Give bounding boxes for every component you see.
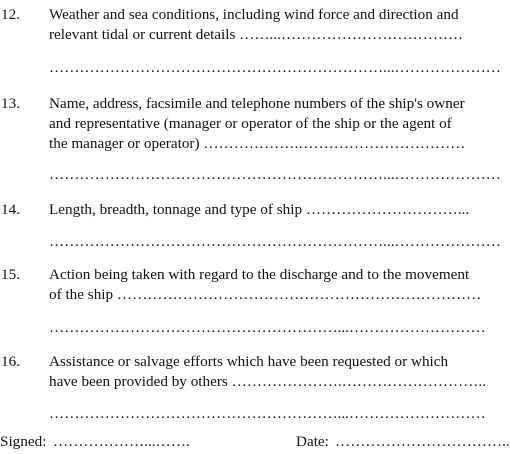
- item-question: [49, 352, 491, 392]
- answer-line[interactable]: …………………………………………………...………………………: [49, 319, 486, 336]
- question-line: of the ship ………………………………………………………………: [49, 286, 482, 303]
- question-line: Weather and sea conditions, including wind force and direction and: [49, 6, 459, 23]
- answer-line[interactable]: …………………………………………………………...…………………: [49, 233, 501, 250]
- question-line: relevant tidal or current details ……...………………………………: [49, 26, 464, 43]
- date-label: Date:: [296, 433, 329, 450]
- item-question: [49, 265, 491, 305]
- question-line: Assistance or salvage efforts which have been requested or which: [49, 353, 449, 370]
- item-number: 12.: [1, 6, 20, 23]
- question-line: and representative (manager or operator of the ship or the agent of: [49, 115, 452, 132]
- answer-line[interactable]: …………………………………………………………...…………………: [49, 59, 501, 76]
- signed-label: Signed:: [0, 433, 47, 450]
- item-number: 13.: [1, 95, 20, 112]
- signature-field[interactable]: ………………...…….: [53, 433, 190, 450]
- item-question: [49, 5, 491, 45]
- answer-line[interactable]: …………………………………………………………...…………………: [49, 166, 501, 183]
- answer-line[interactable]: …………………………………………………...………………………: [49, 405, 486, 422]
- item-question: [49, 94, 491, 154]
- item-number: 15.: [1, 266, 20, 283]
- item-question: [49, 200, 491, 220]
- date-field[interactable]: ……………………………..: [335, 433, 510, 450]
- question-line: the manager or operator) ……………….……………………………: [49, 135, 466, 152]
- question-line: Length, breadth, tonnage and type of ship …………………………...: [49, 201, 470, 218]
- question-line: have been provided by others ………………….………………………..: [49, 373, 487, 390]
- item-number: 14.: [1, 201, 20, 218]
- item-number: 16.: [1, 353, 20, 370]
- question-line: Action being taken with regard to the discharge and to the movement: [49, 266, 470, 283]
- question-line: Name, address, facsimile and telephone numbers of the ship's owner: [49, 95, 465, 112]
